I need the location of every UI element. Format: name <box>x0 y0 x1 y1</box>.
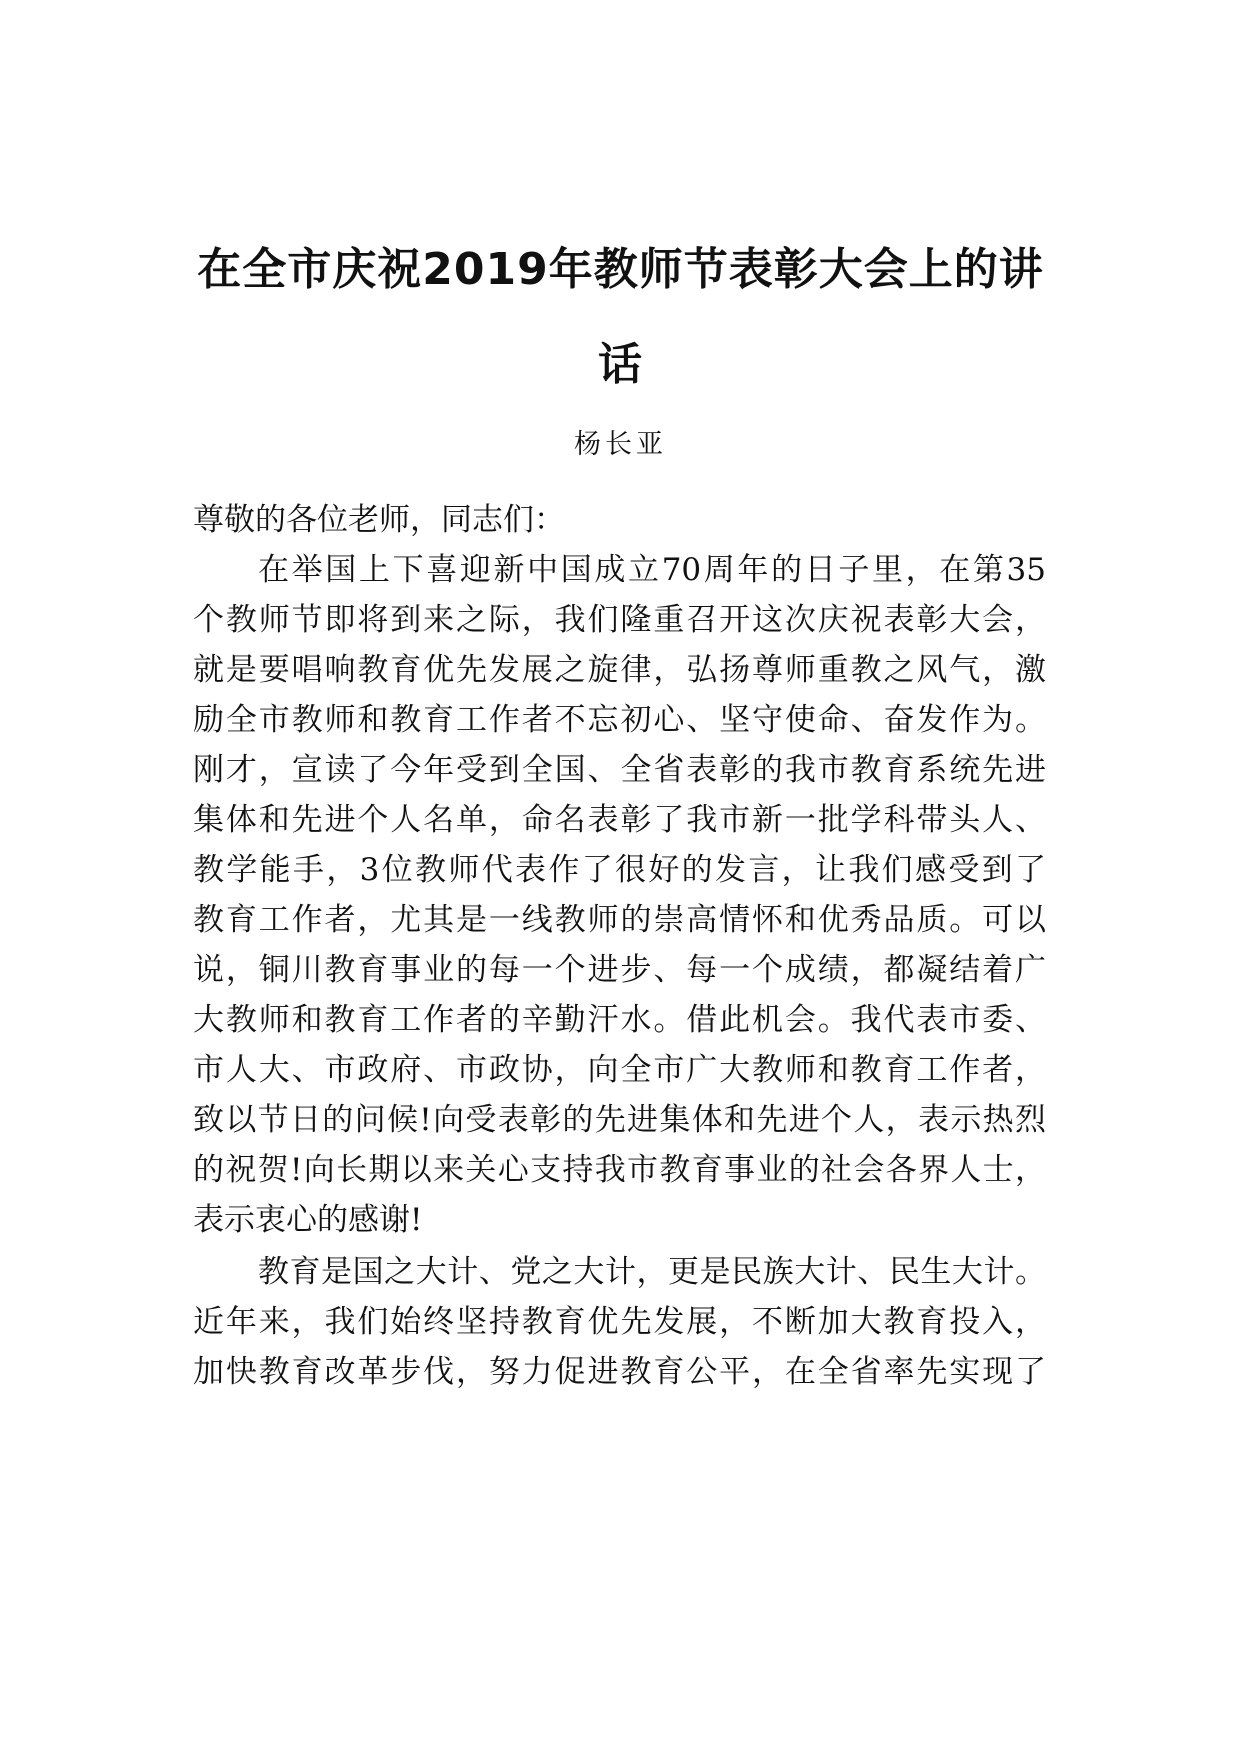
paragraph-2-line: 教育是国之大计、党之大计，更是民族大计、民生大计。 <box>258 1254 1046 1290</box>
paragraph-1-line: 励全市教师和教育工作者不忘初心、坚守使命、奋发作为。 <box>193 702 1046 738</box>
paragraph-1-line: 的祝贺!向长期以来关心支持我市教育事业的社会各界人士， <box>193 1152 1046 1188</box>
paragraph-1-line: 在举国上下喜迎新中国成立70周年的日子里，在第35 <box>258 552 1046 588</box>
paragraph-1-line: 集体和先进个人名单，命名表彰了我市新一批学科带头人、 <box>193 802 1046 838</box>
paragraph-2-line: 加快教育改革步伐，努力促进教育公平，在全省率先实现了 <box>193 1354 1046 1390</box>
paragraph-1-line: 表示衷心的感谢! <box>193 1202 423 1238</box>
paragraph-1-line: 致以节日的问候!向受表彰的先进集体和先进个人，表示热烈 <box>193 1102 1046 1138</box>
document-title-line-2: 话 <box>598 339 643 390</box>
paragraph-1-line: 教育工作者，尤其是一线教师的崇高情怀和优秀品质。可以 <box>193 902 1046 938</box>
paragraph-1-line: 市人大、市政府、市政协，向全市广大教师和教育工作者， <box>193 1052 1046 1088</box>
salutation: 尊敬的各位老师，同志们： <box>193 502 565 538</box>
author-name: 杨长亚 <box>574 429 667 460</box>
document-title-line-1: 在全市庆祝2019年教师节表彰大会上的讲 <box>197 244 1044 295</box>
paragraph-1-line: 个教师节即将到来之际，我们隆重召开这次庆祝表彰大会， <box>193 602 1046 638</box>
paragraph-2-line: 近年来，我们始终坚持教育优先发展，不断加大教育投入， <box>193 1304 1046 1340</box>
paragraph-1-line: 刚才，宣读了今年受到全国、全省表彰的我市教育系统先进 <box>193 752 1046 788</box>
paragraph-1-line: 教学能手，3位教师代表作了很好的发言，让我们感受到了 <box>193 852 1046 888</box>
paragraph-1-line: 就是要唱响教育优先发展之旋律，弘扬尊师重教之风气，激 <box>193 652 1046 688</box>
paragraph-1-line: 说，铜川教育事业的每一个进步、每一个成绩，都凝结着广 <box>193 952 1046 988</box>
paragraph-1-line: 大教师和教育工作者的辛勤汗水。借此机会。我代表市委、 <box>193 1002 1046 1038</box>
